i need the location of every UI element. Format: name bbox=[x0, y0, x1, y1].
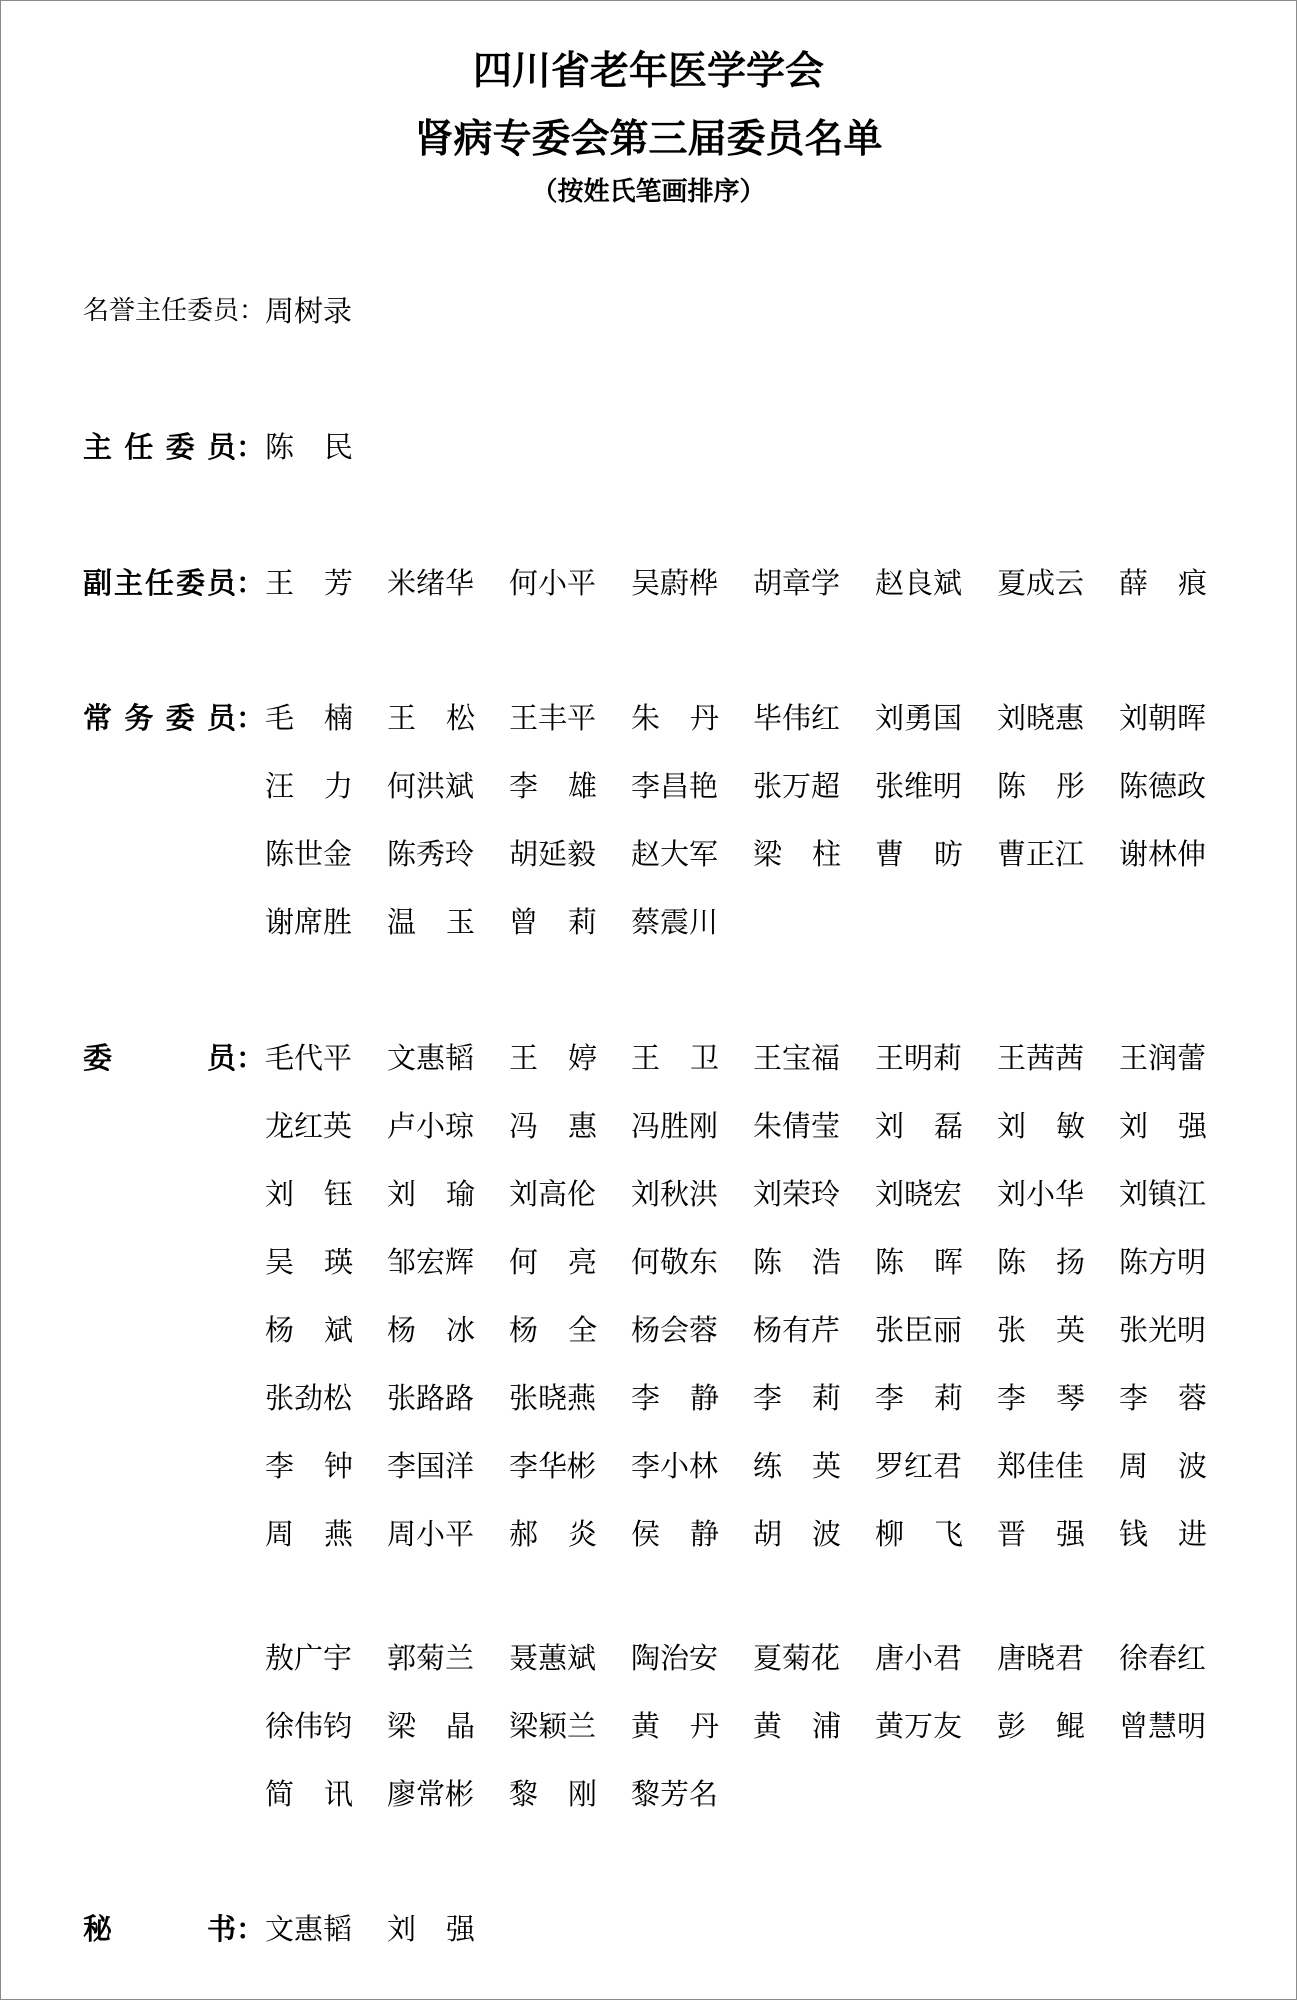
person-name: 刘秋洪 bbox=[631, 1176, 719, 1211]
person-name: 李莉 bbox=[753, 1380, 872, 1415]
sort-order-note: （按姓氏笔画排序） bbox=[531, 177, 766, 207]
person-name: 何洪斌 bbox=[387, 768, 475, 803]
section-label-text: 名誉主任委员 bbox=[83, 296, 240, 326]
section-label-text: 主 任 委 员 bbox=[83, 429, 236, 464]
person-name: 周燕 bbox=[265, 1516, 384, 1551]
section-label-text: 常 务 委 员 bbox=[83, 700, 236, 735]
person-name: 曹昉 bbox=[875, 836, 994, 871]
person-name: 李雄 bbox=[509, 768, 628, 803]
person-name: 杨冰 bbox=[387, 1312, 506, 1347]
person-name: 杨会蓉 bbox=[631, 1312, 719, 1347]
person-name: 薛痕 bbox=[1119, 565, 1238, 600]
members-names-group-2 bbox=[265, 1624, 1241, 1828]
person-name: 胡延毅 bbox=[509, 836, 597, 871]
person-name: 米绪华 bbox=[387, 565, 475, 600]
person-name: 郭菊兰 bbox=[387, 1640, 475, 1675]
person-name: 周小平 bbox=[387, 1516, 475, 1551]
person-name: 杨斌 bbox=[265, 1312, 384, 1347]
person-name: 陈民 bbox=[265, 429, 384, 464]
person-name: 陈秀玲 bbox=[387, 836, 475, 871]
person-name: 廖常彬 bbox=[387, 1776, 475, 1811]
vice-chairs-section bbox=[1, 549, 1296, 617]
person-name: 周波 bbox=[1119, 1448, 1238, 1483]
document-title-line1: 四川省老年医学学会 bbox=[472, 48, 824, 94]
person-name: 柳飞 bbox=[875, 1516, 994, 1551]
person-name: 李蓉 bbox=[1119, 1380, 1238, 1415]
person-name: 李国洋 bbox=[387, 1448, 475, 1483]
secretaries-names bbox=[265, 1895, 1241, 1963]
person-name: 黎芳名 bbox=[631, 1776, 719, 1811]
person-name: 毕伟红 bbox=[753, 700, 841, 735]
document-title-line2: 肾病专委会第三届委员名单 bbox=[414, 116, 883, 162]
person-name: 陈方明 bbox=[1119, 1244, 1207, 1279]
person-name: 黄万友 bbox=[875, 1708, 963, 1743]
person-name: 邹宏辉 bbox=[387, 1244, 475, 1279]
person-name: 陈德政 bbox=[1119, 768, 1207, 803]
label-colon: ： bbox=[236, 700, 266, 735]
person-name: 胡波 bbox=[753, 1516, 872, 1551]
section-label-text: 委 员 bbox=[83, 1040, 236, 1075]
person-name: 练英 bbox=[753, 1448, 872, 1483]
person-name: 何敬东 bbox=[631, 1244, 719, 1279]
person-name: 王茜茜 bbox=[997, 1040, 1085, 1075]
person-name: 刘钰 bbox=[265, 1176, 384, 1211]
standing-members-section bbox=[1, 684, 1296, 939]
members-label bbox=[83, 1024, 265, 1092]
person-name: 胡章学 bbox=[753, 565, 841, 600]
person-name: 冯胜刚 bbox=[631, 1108, 719, 1143]
person-name: 罗红君 bbox=[875, 1448, 963, 1483]
person-name: 唐晓君 bbox=[997, 1640, 1085, 1675]
person-name: 侯静 bbox=[631, 1516, 750, 1551]
person-name: 谢林伸 bbox=[1119, 836, 1207, 871]
person-name: 龙红英 bbox=[265, 1108, 353, 1143]
members-names-group-1 bbox=[265, 1024, 1241, 1568]
person-name: 张晓燕 bbox=[509, 1380, 597, 1415]
person-name: 李静 bbox=[631, 1380, 750, 1415]
person-name: 刘镇江 bbox=[1119, 1176, 1207, 1211]
person-name: 郑佳佳 bbox=[997, 1448, 1085, 1483]
person-name: 张劲松 bbox=[265, 1380, 353, 1415]
person-name: 张路路 bbox=[387, 1380, 475, 1415]
members-section bbox=[1, 1024, 1296, 1551]
person-name: 刘勇国 bbox=[875, 700, 963, 735]
person-name: 何小平 bbox=[509, 565, 597, 600]
person-name: 杨有芹 bbox=[753, 1312, 841, 1347]
person-name: 张维明 bbox=[875, 768, 963, 803]
honorary-chair-section bbox=[1, 277, 1296, 345]
vice-chairs-label bbox=[83, 549, 265, 617]
members-section-continued bbox=[1, 1624, 1296, 1811]
label-colon: ： bbox=[236, 1911, 266, 1946]
person-name: 王润蕾 bbox=[1119, 1040, 1207, 1075]
person-name: 毛楠 bbox=[265, 700, 384, 735]
person-name: 刘荣玲 bbox=[753, 1176, 841, 1211]
label-colon: ： bbox=[236, 429, 266, 464]
chair-section bbox=[1, 413, 1296, 481]
person-name: 曾慧明 bbox=[1119, 1708, 1207, 1743]
person-name: 刘敏 bbox=[997, 1108, 1116, 1143]
person-name: 冯惠 bbox=[509, 1108, 628, 1143]
section-label-text: 副主任委员 bbox=[83, 565, 236, 600]
person-name: 曾莉 bbox=[509, 904, 628, 939]
standing-members-label bbox=[83, 684, 265, 752]
person-name: 蔡震川 bbox=[631, 904, 719, 939]
person-name: 周树录 bbox=[265, 293, 353, 328]
person-name: 何亮 bbox=[509, 1244, 628, 1279]
person-name: 刘晓宏 bbox=[875, 1176, 963, 1211]
person-name: 吴瑛 bbox=[265, 1244, 384, 1279]
person-name: 李小林 bbox=[631, 1448, 719, 1483]
person-name: 汪力 bbox=[265, 768, 384, 803]
secretaries-label bbox=[83, 1895, 265, 1963]
person-name: 陈扬 bbox=[997, 1244, 1116, 1279]
person-name: 王宝福 bbox=[753, 1040, 841, 1075]
standing-members-names bbox=[265, 684, 1241, 956]
person-name: 刘强 bbox=[387, 1911, 506, 1946]
person-name: 赵良斌 bbox=[875, 565, 963, 600]
person-name: 梁柱 bbox=[753, 836, 872, 871]
label-colon: ： bbox=[239, 296, 266, 326]
person-name: 陈晖 bbox=[875, 1244, 994, 1279]
person-name: 黎刚 bbox=[509, 1776, 628, 1811]
person-name: 陈浩 bbox=[753, 1244, 872, 1279]
label-colon: ： bbox=[236, 565, 266, 600]
person-name: 陶治安 bbox=[631, 1640, 719, 1675]
person-name: 梁晶 bbox=[387, 1708, 506, 1743]
person-name: 陈彤 bbox=[997, 768, 1116, 803]
person-name: 梁颖兰 bbox=[509, 1708, 597, 1743]
person-name: 王明莉 bbox=[875, 1040, 963, 1075]
person-name: 张光明 bbox=[1119, 1312, 1207, 1347]
person-name: 钱进 bbox=[1119, 1516, 1238, 1551]
person-name: 毛代平 bbox=[265, 1040, 353, 1075]
person-name: 夏成云 bbox=[997, 565, 1085, 600]
person-name: 杨全 bbox=[509, 1312, 628, 1347]
person-name: 徐春红 bbox=[1119, 1640, 1207, 1675]
person-name: 朱倩莹 bbox=[753, 1108, 841, 1143]
label-colon: ： bbox=[236, 1040, 266, 1075]
person-name: 晋强 bbox=[997, 1516, 1116, 1551]
person-name: 刘瑜 bbox=[387, 1176, 506, 1211]
person-name: 刘晓惠 bbox=[997, 700, 1085, 735]
person-name: 温玉 bbox=[387, 904, 506, 939]
person-name: 刘强 bbox=[1119, 1108, 1238, 1143]
person-name: 刘高伦 bbox=[509, 1176, 597, 1211]
honorary-chair-names bbox=[265, 277, 1241, 345]
person-name: 张臣丽 bbox=[875, 1312, 963, 1347]
person-name: 王婷 bbox=[509, 1040, 628, 1075]
honorary-chair-label bbox=[83, 277, 265, 345]
person-name: 黄丹 bbox=[631, 1708, 750, 1743]
person-name: 徐伟钧 bbox=[265, 1708, 353, 1743]
secretaries-section bbox=[1, 1895, 1296, 1963]
person-name: 李琴 bbox=[997, 1380, 1116, 1415]
person-name: 刘磊 bbox=[875, 1108, 994, 1143]
person-name: 张英 bbox=[997, 1312, 1116, 1347]
person-name: 王松 bbox=[387, 700, 506, 735]
person-name: 文惠韬 bbox=[265, 1911, 353, 1946]
person-name: 夏菊花 bbox=[753, 1640, 841, 1675]
person-name: 李昌艳 bbox=[631, 768, 719, 803]
person-name: 陈世金 bbox=[265, 836, 353, 871]
chair-names bbox=[265, 413, 1241, 481]
person-name: 卢小琼 bbox=[387, 1108, 475, 1143]
person-name: 彭鲲 bbox=[997, 1708, 1116, 1743]
person-name: 谢席胜 bbox=[265, 904, 353, 939]
person-name: 敖广宇 bbox=[265, 1640, 353, 1675]
person-name: 赵大军 bbox=[631, 836, 719, 871]
person-name: 简讯 bbox=[265, 1776, 384, 1811]
person-name: 张万超 bbox=[753, 768, 841, 803]
person-name: 刘朝晖 bbox=[1119, 700, 1207, 735]
person-name: 王丰平 bbox=[509, 700, 597, 735]
person-name: 王卫 bbox=[631, 1040, 750, 1075]
person-name: 吴蔚桦 bbox=[631, 565, 719, 600]
person-name: 李华彬 bbox=[509, 1448, 597, 1483]
person-name: 聂蕙斌 bbox=[509, 1640, 597, 1675]
vice-chairs-names bbox=[265, 549, 1241, 617]
person-name: 曹正江 bbox=[997, 836, 1085, 871]
person-name: 朱丹 bbox=[631, 700, 750, 735]
person-name: 刘小华 bbox=[997, 1176, 1085, 1211]
person-name: 李钟 bbox=[265, 1448, 384, 1483]
person-name: 文惠韬 bbox=[387, 1040, 475, 1075]
section-label-text: 秘 书 bbox=[83, 1911, 236, 1946]
chair-label bbox=[83, 413, 265, 481]
person-name: 黄浦 bbox=[753, 1708, 872, 1743]
person-name: 唐小君 bbox=[875, 1640, 963, 1675]
person-name: 王芳 bbox=[265, 565, 384, 600]
person-name: 郝炎 bbox=[509, 1516, 628, 1551]
person-name: 李莉 bbox=[875, 1380, 994, 1415]
